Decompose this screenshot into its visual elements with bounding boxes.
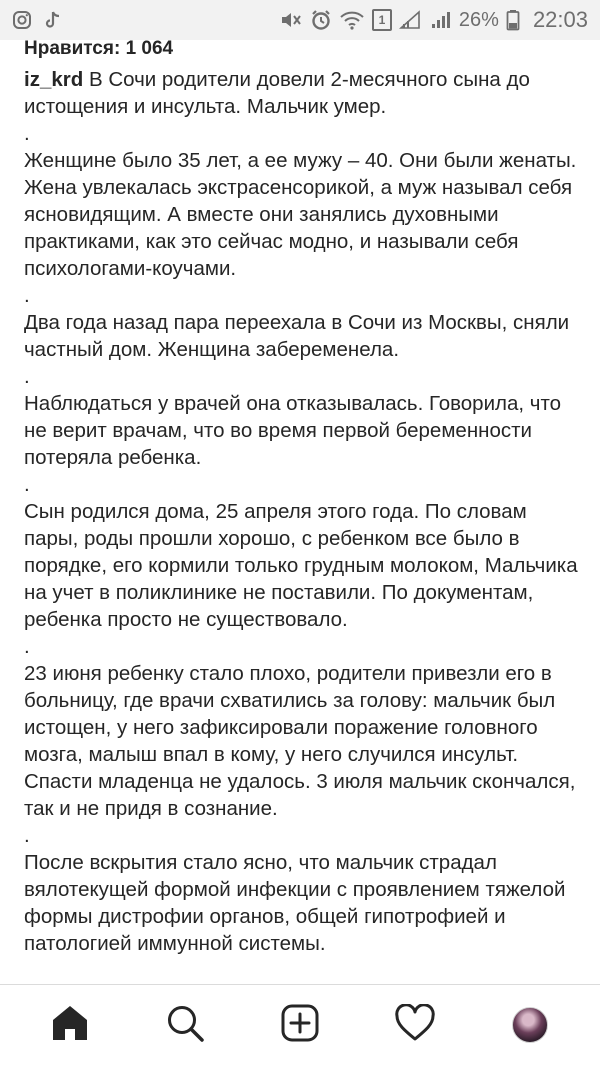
caption-paragraph: Сын родился дома, 25 апреля этого года. По словам пары, роды прошли хорошо, с ребенком все было в порядке, его кормили только грудным молоком, Мальчика на учет в поликлинике не поставили. По документам, ребенка просто не существовало. [24,500,578,631]
profile-avatar [512,1007,548,1043]
post-caption [24,38,580,957]
alarm-icon [310,9,332,31]
bottom-nav [0,984,600,1065]
wifi-icon [339,10,365,30]
likes-count[interactable]: Нравится: 1 064 [24,38,174,59]
separator: . [24,635,30,658]
separator: . [24,122,30,145]
home-icon [50,1004,90,1047]
caption-paragraph: Два года назад пара переехала в Сочи из Москвы, сняли частный дом. Женщина забеременела. [24,311,570,361]
clock: 22:03 [532,7,588,32]
caption-paragraph: Женщине было 35 лет, а ее мужу – 40. Они были женаты. Жена увлекалась экстрасенсорикой, а муж называл себя ясновидящим. А вместе они занялись духовными практиками, как это сейчас модно, и называли себя психологами-коучами. [24,149,577,280]
caption-paragraph: После вскрытия стало ясно, что мальчик страдал вялотекущей формой инфекции с проявлением тяжелой формы дистрофии органов, общей гипотрофией и патологией иммунной системы. [24,851,566,955]
caption-paragraph: Наблюдаться у врачей она отказывалась. Говорила, что не верит врачам, что во время первой беременности потеряла ребенка. [24,392,562,469]
separator: . [24,365,30,388]
nav-new-post-button[interactable] [268,993,332,1057]
caption-intro [24,66,580,120]
instagram-icon [12,10,32,30]
caption-intro-text: В Сочи родители довели 2-месячного сына до истощения и инсульта. Мальчик умер. [24,68,530,118]
signal-icon [399,10,423,30]
battery-icon [506,9,520,31]
mute-icon [279,10,303,30]
signal-icon [430,10,452,30]
caption-paragraph: 23 июня ребенку стало плохо, родители привезли его в больницу, где врачи схватились за голову: мальчик был истощен, у него зафиксировали поражение головного мозга, малыш впал в кому, у него случился инсульт. Спасти младенца не удалось. 3 июля мальчик скончался, так и не придя в сознание. [24,662,576,820]
new-post-icon [280,1003,320,1048]
separator: . [24,284,30,307]
activity-heart-icon [394,1004,436,1047]
nav-search-button[interactable] [153,993,217,1057]
sim-icon: 1 [372,9,392,31]
username-link[interactable]: iz_krd [24,68,84,91]
status-bar [0,0,600,40]
nav-profile-button[interactable] [498,993,562,1057]
tiktok-icon [44,10,62,30]
battery-percent: 26% [458,8,499,31]
nav-home-button[interactable] [38,993,102,1057]
nav-activity-button[interactable] [383,993,447,1057]
separator: . [24,824,30,847]
search-icon [165,1003,205,1048]
separator: . [24,473,30,496]
